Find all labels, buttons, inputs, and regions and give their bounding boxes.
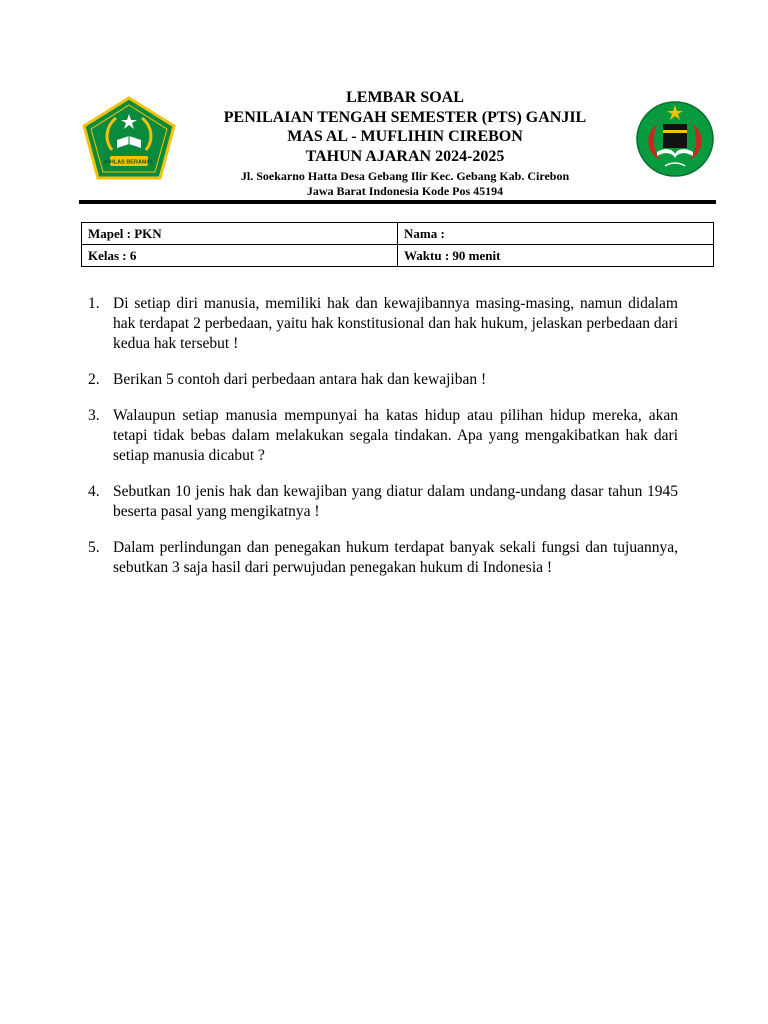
question-list [88, 294, 678, 594]
header-text-block [180, 88, 630, 199]
academic-year: TAHUN AJARAN 2024-2025 [305, 147, 505, 165]
question-text: Sebutkan 10 jenis hak dan kewajiban yang diatur dalam undang-undang dasar tahun 1945 beserta pasal yang mengikatnya ! [113, 483, 678, 520]
question-text: Berikan 5 contoh dari perbedaan antara hak dan kewajiban ! [113, 371, 487, 388]
question-text: Walaupun setiap manusia mempunyai ha katas hidup atau pilihan hidup mereka, akan tetapi tidak bebas dalam melakukan segala tindakan. Apa yang mengakibatkan hak dari setiap manusia dicabut ? [113, 407, 678, 464]
list-item [88, 370, 678, 390]
table-row [82, 245, 714, 267]
question-text: Dalam perlindungan dan penegakan hukum terdapat banyak sekali fungsi dan tujuannya, sebutkan 3 saja hasil dari perwujudan penegakan hukum di Indonesia ! [113, 539, 678, 576]
logo-left-motto: IKHLAS BERAMAL [104, 159, 154, 166]
duration-cell: Waktu : 90 menit [398, 245, 714, 267]
list-item [88, 538, 678, 578]
exam-info-table [81, 222, 714, 267]
header-divider [79, 200, 716, 204]
question-number: 3. [88, 407, 100, 424]
sheet-title: LEMBAR SOAL [346, 89, 464, 106]
kemenag-emblem-icon [82, 96, 176, 180]
question-number: 5. [88, 539, 100, 556]
document-header [80, 88, 716, 200]
table-row [82, 223, 714, 245]
al-muflihin-emblem-icon [635, 100, 715, 178]
question-number: 1. [88, 295, 100, 312]
school-address-line-2: Jawa Barat Indonesia Kode Pos 45194 [306, 184, 504, 198]
list-item [88, 482, 678, 522]
question-number: 4. [88, 483, 100, 500]
school-address-line-1: Jl. Soekarno Hatta Desa Gebang Ilir Kec. Gebang Kab. Cirebon [240, 169, 570, 183]
school-name: MAS AL - MUFLIHIN CIREBON [287, 128, 523, 145]
question-number: 2. [88, 371, 100, 388]
list-item [88, 406, 678, 466]
question-text: Di setiap diri manusia, memiliki hak dan kewajibannya masing-masing, namun didalam hak terdapat 2 perbedaan, yaitu hak konstitusional dan hak hukum, jelaskan perbedaan dari kedua hak tersebut ! [113, 295, 678, 352]
subject-cell: Mapel : PKN [82, 223, 398, 245]
class-cell: Kelas : 6 [82, 245, 398, 267]
exam-title: PENILAIAN TENGAH SEMESTER (PTS) GANJIL [223, 108, 587, 126]
student-name-cell: Nama : [398, 223, 714, 245]
list-item [88, 294, 678, 354]
